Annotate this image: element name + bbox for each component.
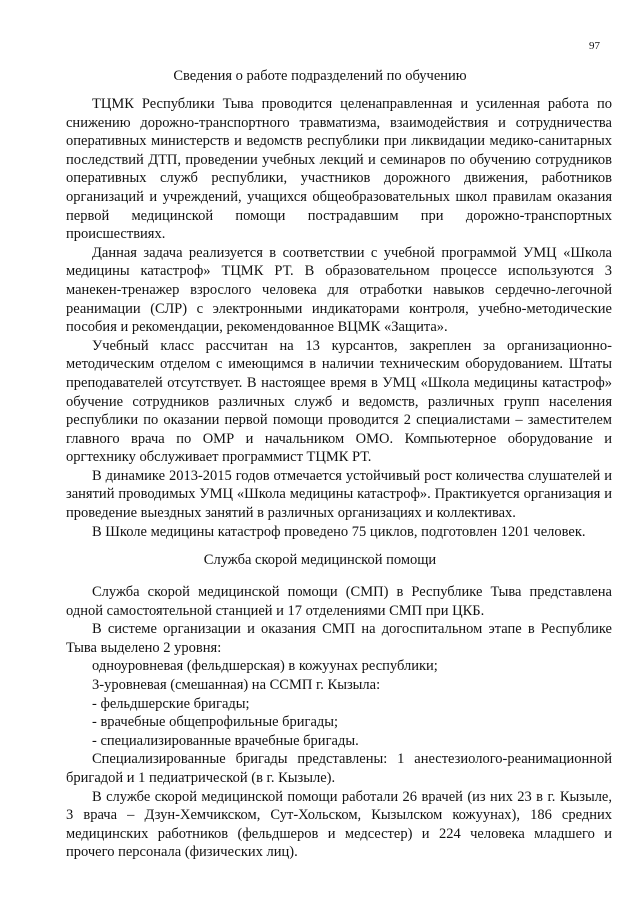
paragraph: ТЦМК Республики Тыва проводится целенаправленная и усиленная работа по снижению дорожно-транспортного травматизма, взаимодействия и сотрудничества оперативных министерств и ведомств республики при ликвидации медико-санитарных последствий ДТП, проведении учебных лекций и семинаров по обучению сотрудников оперативных служб республики, участников дорожного движения, работников организаций и учреждений, учащихся общеобразовательных школ правилам оказания первой медицинской помощи пострадавшим при дорожно-транспортных происшествиях. xyxy=(66,96,612,243)
paragraph: В Школе медицины катастроф проведено 75 циклов, подготовлен 1201 человек. xyxy=(92,523,586,540)
list-item: - фельдшерские бригады; xyxy=(92,695,250,712)
list-item: - врачебные общепрофильные бригады; xyxy=(92,714,339,731)
paragraph: Служба скорой медицинской помощи (СМП) в Республике Тыва представлена одной самостоятельной станцией и 17 отделениями СМП при ЦКБ. xyxy=(66,584,612,619)
section-title-ambulance: Служба скорой медицинской помощи xyxy=(203,552,437,568)
list-item: - специализированные врачебные бригады. xyxy=(92,732,359,749)
section-body-training xyxy=(66,95,612,541)
paragraph: Данная задача реализуется в соответствии с учебной программой УМЦ «Школа медицины катастроф» ТЦМК РТ. В образовательном процессе используются 3 манекен-тренажер взрослого человека для отработки навыков сердечно-легочной реанимации (СЛР) с электронными индикаторами контроля, учебно-методические пособия и рекомендации, рекомендованное ВЦМК «Защита». xyxy=(66,244,612,336)
paragraph: В службе скорой медицинской помощи работали 26 врачей (из них 23 в г. Кызыле, 3 врача – Дзун-Хемчикском, Сут-Хольском, Кызылском кожуунах), 186 средних медицинских работников (фельдшеров и медсестер) и 224 человека младшего и прочего персонала (физических лиц). xyxy=(66,788,612,861)
paragraph: В динамике 2013-2015 годов отмечается устойчивый рост количества слушателей и занятий проводимых УМЦ «Школа медицины катастроф». Практикуется организация и проведение выездных занятий в различных организациях и коллективах. xyxy=(66,467,612,522)
section-title-training: Сведения о работе подразделений по обучению xyxy=(173,68,467,84)
section-body-ambulance xyxy=(66,583,612,862)
paragraph: В системе организации и оказания СМП на догоспитальном этапе в Республике Тыва выделено 2 уровня: xyxy=(66,621,612,656)
page-number: 97 xyxy=(589,40,600,52)
list-item: 3-уровневая (смешанная) на ССМП г. Кызыла: xyxy=(92,676,381,693)
list-item: одноуровневая (фельдшерская) в кожуунах республики; xyxy=(92,658,438,675)
paragraph: Специализированные бригады представлены: 1 анестезиолого-реанимационной бригадой и 1 педиатрической (в г. Кызыле). xyxy=(66,751,612,786)
paragraph: Учебный класс рассчитан на 13 курсантов, закреплен за организационно-методическим отделом с имеющимся в наличии техническим оборудованием. Штаты преподавателей отсутствует. В настоящее время в УМЦ «Школа медицины катастроф» обучение сотрудников различных служб и ведомств, различных групп населения республики по оказании первой помощи проводится 2 специалистами – заместителем главного врача по ОМР и начальником ОМО. Компьютерное оборудование и оргтехнику обслуживает программист ТЦМК РТ. xyxy=(66,337,612,466)
